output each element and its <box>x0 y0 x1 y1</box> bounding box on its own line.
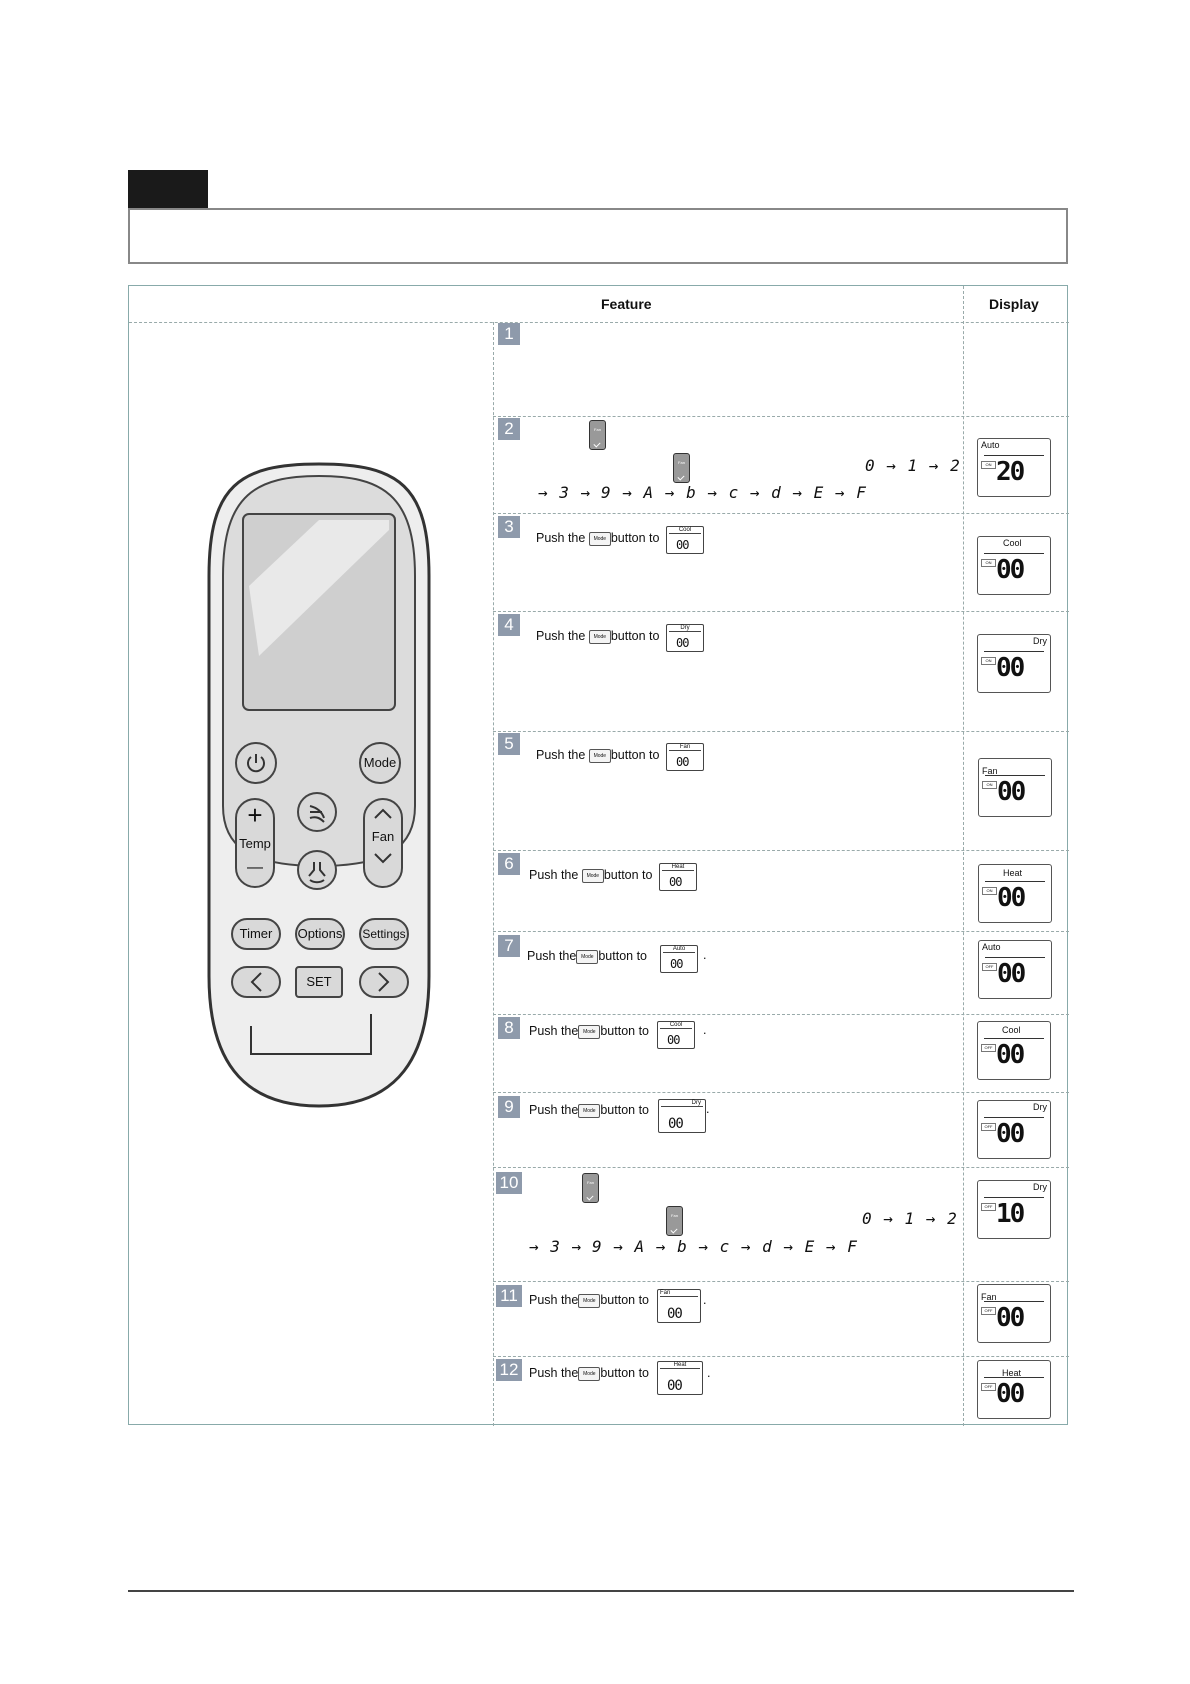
lcd-digits: 00 <box>997 777 1025 807</box>
fan-key-label: Fan <box>678 460 685 465</box>
row-divider <box>493 611 1069 612</box>
display-column-divider <box>963 286 964 1426</box>
lcd-status-tag: OFF <box>981 1123 996 1131</box>
section-tab-marker <box>128 170 208 210</box>
fan-key-label: Fan <box>594 427 601 432</box>
mode-key-icon: Mode <box>578 1104 600 1118</box>
period: . <box>703 1293 707 1307</box>
mini-display-digits: 00 <box>676 538 689 552</box>
airflow-button[interactable] <box>297 792 337 832</box>
mini-display-digits: 00 <box>670 957 683 971</box>
mini-display-digits: 00 <box>667 1306 682 1322</box>
lcd-status-tag: ON <box>981 559 996 567</box>
section-title-box <box>128 208 1068 264</box>
step-number: 1 <box>498 323 520 345</box>
lcd-status-tag: ON <box>982 887 997 895</box>
lcd-mode-label: Fan <box>981 1292 997 1302</box>
mini-display <box>666 743 704 771</box>
lcd-status-tag: ON <box>981 461 996 469</box>
lcd-digits: 20 <box>996 457 1024 487</box>
lcd-digits: 00 <box>996 555 1024 585</box>
mini-display-label: Heat <box>673 1362 687 1368</box>
mini-display-label: Fan <box>679 744 691 750</box>
lcd-display <box>977 1021 1051 1080</box>
set-button[interactable]: SET <box>295 966 343 998</box>
mini-display-digits: 00 <box>668 1116 683 1132</box>
row-divider <box>493 1014 1069 1015</box>
lcd-status-tag: OFF <box>981 1203 996 1211</box>
airflow-icon <box>304 800 330 826</box>
lcd-display <box>977 1360 1051 1419</box>
fan-down-icon <box>373 852 393 864</box>
push-text: Push the <box>529 1293 579 1307</box>
step-number: 4 <box>498 614 520 636</box>
level-sequence: 9 → A → b → c → d → E → F <box>601 483 867 502</box>
mode-key-icon: Mode <box>589 749 611 763</box>
footer-rule <box>128 1590 1074 1592</box>
button-to-text: button to <box>610 629 660 643</box>
fan-label: Fan <box>371 829 395 844</box>
step-number: 12 <box>496 1359 522 1381</box>
lcd-mode-label: Cool <box>1003 538 1022 548</box>
power-icon <box>244 751 268 775</box>
level-sequence: 0 → 1 → 2 <box>865 456 961 475</box>
period: . <box>703 1023 707 1037</box>
push-text: Push the <box>529 1103 579 1117</box>
button-to-text: button to <box>598 949 647 963</box>
mode-button[interactable]: Mode <box>359 742 401 784</box>
mini-display-label: Cool <box>678 527 692 533</box>
mode-key-icon: Mode <box>578 1367 600 1381</box>
fan-key-label: Fan <box>587 1180 594 1185</box>
lcd-display <box>978 758 1052 817</box>
mini-display-label: Fan <box>660 1290 671 1296</box>
push-text: Push the <box>536 748 586 762</box>
fan-rocker[interactable] <box>363 798 403 888</box>
mini-display-digits: 00 <box>667 1378 682 1394</box>
mini-display <box>658 1099 706 1133</box>
lcd-digits: 00 <box>997 959 1025 989</box>
step-number: 9 <box>498 1096 520 1118</box>
row-divider <box>493 513 1069 514</box>
fan-key-label: Fan <box>671 1213 678 1218</box>
period: . <box>703 948 707 962</box>
chevron-right-icon <box>377 971 391 993</box>
chevron-left-icon <box>249 971 263 993</box>
mode-key-icon: Mode <box>589 630 611 644</box>
temp-rocker[interactable] <box>235 798 275 888</box>
step-instruction <box>536 531 659 546</box>
step-number: 2 <box>498 418 520 440</box>
level-sequence: 9 → A → b → c → d → E → F <box>592 1237 858 1256</box>
lcd-mode-label: Dry <box>1033 1182 1047 1192</box>
lcd-mode-label: Auto <box>982 942 1001 952</box>
right-button[interactable] <box>359 966 409 998</box>
options-button[interactable]: Options <box>295 918 345 950</box>
step-number: 3 <box>498 516 520 538</box>
mini-display-label: Dry <box>691 1100 701 1106</box>
mini-display <box>657 1021 695 1049</box>
row-divider <box>493 1281 1069 1282</box>
display-header: Display <box>989 296 1039 312</box>
fan-up-icon <box>373 808 393 820</box>
step-instruction <box>529 1024 649 1039</box>
feature-table <box>128 285 1068 1425</box>
lcd-digits: 00 <box>996 1119 1024 1149</box>
lcd-status-tag: ON <box>982 781 997 789</box>
push-text: Push the <box>529 1366 579 1380</box>
push-text: Push the <box>536 531 586 545</box>
lcd-display <box>977 1284 1051 1343</box>
lcd-status-tag: OFF <box>982 963 997 971</box>
timer-button[interactable]: Timer <box>231 918 281 950</box>
step-instruction <box>527 949 647 964</box>
lcd-mode-label: Heat <box>1002 1368 1022 1378</box>
step-number: 8 <box>498 1017 520 1039</box>
lcd-display <box>977 438 1051 497</box>
row-divider <box>493 416 1069 417</box>
feature-header: Feature <box>601 296 652 312</box>
temp-down-label: — <box>247 859 263 876</box>
power-button[interactable] <box>235 742 277 784</box>
step-instruction <box>536 748 659 763</box>
push-text: Push the <box>529 1024 579 1038</box>
mini-display-digits: 00 <box>669 875 682 889</box>
button-to-text: button to <box>610 531 660 545</box>
mini-display <box>666 526 704 554</box>
row-divider <box>493 850 1069 851</box>
step-instruction <box>536 629 659 644</box>
lcd-status-tag: OFF <box>981 1044 996 1052</box>
lcd-display <box>978 864 1052 923</box>
row-divider <box>493 931 1069 932</box>
temp-up-label: + <box>247 800 263 830</box>
fan-key-icon <box>582 1173 599 1203</box>
button-to-text: button to <box>600 1024 649 1038</box>
step-number: 11 <box>496 1285 522 1307</box>
lcd-digits: 00 <box>997 883 1025 913</box>
row-divider <box>493 1167 1069 1168</box>
lcd-mode-label: Dry <box>1033 1102 1047 1112</box>
temp-label: Temp <box>239 836 271 851</box>
level-sequence: → 3 → <box>529 1237 583 1256</box>
period: . <box>707 1366 711 1380</box>
lcd-display <box>977 634 1051 693</box>
push-text: Push the <box>529 868 579 882</box>
mode-key-icon: Mode <box>578 1294 600 1308</box>
mini-display-digits: 00 <box>676 636 689 650</box>
header-divider <box>129 322 1069 323</box>
button-to-text: button to <box>600 1293 649 1307</box>
left-button[interactable] <box>231 966 281 998</box>
step-number: 10 <box>496 1172 522 1194</box>
button-to-text: button to <box>600 1366 649 1380</box>
step-instruction <box>529 868 652 883</box>
step-instruction <box>529 1366 649 1381</box>
swing-icon <box>304 858 330 884</box>
mini-display-label: Cool <box>669 1022 683 1028</box>
lcd-digits: 00 <box>996 1303 1024 1333</box>
step-instruction <box>529 1103 649 1118</box>
lcd-mode-label: Cool <box>1002 1025 1021 1035</box>
push-text: Push the <box>527 949 577 963</box>
fan-key-icon <box>589 420 606 450</box>
row-divider <box>493 1092 1069 1093</box>
mini-display <box>659 863 697 891</box>
step-number: 7 <box>498 935 520 957</box>
lcd-status-tag: ON <box>981 657 996 665</box>
mini-display-digits: 00 <box>667 1033 680 1047</box>
mode-key-icon: Mode <box>576 950 598 964</box>
lcd-display <box>977 1100 1051 1159</box>
lcd-mode-label: Auto <box>981 440 1000 450</box>
step-number: 6 <box>498 853 520 875</box>
step-number: 5 <box>498 733 520 755</box>
mini-display-label: Dry <box>680 625 690 631</box>
mode-key-icon: Mode <box>589 532 611 546</box>
lcd-digits: 00 <box>996 653 1024 683</box>
settings-button[interactable]: Settings <box>359 918 409 950</box>
lcd-display <box>978 940 1052 999</box>
button-to-text: button to <box>603 868 653 882</box>
lcd-status-tag: OFF <box>981 1307 996 1315</box>
level-sequence: 0 → 1 → 2 <box>862 1209 958 1228</box>
lcd-display <box>977 536 1051 595</box>
lcd-mode-label: Fan <box>982 766 998 776</box>
lcd-digits: 00 <box>996 1379 1024 1409</box>
mini-display-digits: 00 <box>676 755 689 769</box>
mini-display-label: Heat <box>671 864 685 870</box>
lcd-status-tag: OFF <box>981 1383 996 1391</box>
period: . <box>706 1102 710 1116</box>
fan-key-icon <box>673 453 690 483</box>
lcd-digits: 10 <box>996 1199 1024 1229</box>
step-instruction <box>529 1293 649 1308</box>
mini-display-label: Auto <box>672 946 686 952</box>
mini-display <box>660 945 698 973</box>
row-divider <box>493 1356 1069 1357</box>
button-to-text: button to <box>600 1103 649 1117</box>
mini-display <box>657 1289 701 1323</box>
button-to-text: button to <box>610 748 660 762</box>
remote-column-divider <box>493 322 494 1426</box>
level-sequence: → 3 → <box>538 483 592 502</box>
wind-free-button[interactable] <box>297 850 337 890</box>
mode-key-icon: Mode <box>582 869 604 883</box>
push-text: Push the <box>536 629 586 643</box>
row-divider <box>493 731 1069 732</box>
mode-key-icon: Mode <box>578 1025 600 1039</box>
lcd-display <box>977 1180 1051 1239</box>
mini-display <box>657 1361 703 1395</box>
lcd-mode-label: Heat <box>1003 868 1023 878</box>
lcd-mode-label: Dry <box>1033 636 1047 646</box>
mini-display <box>666 624 704 652</box>
remote-control <box>199 456 439 1136</box>
fan-key-icon <box>666 1206 683 1236</box>
lcd-digits: 00 <box>996 1040 1024 1070</box>
